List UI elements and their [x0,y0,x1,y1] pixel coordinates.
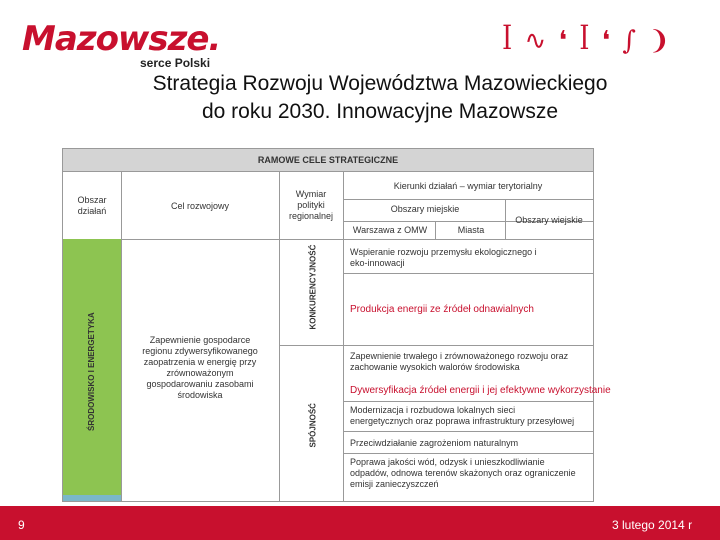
area-label: ŚRODOWISKO I ENERGETYKA [87,312,96,431]
red-annotation-2: Dywersyfikacja źródeł energii i jej efektywne wykorzystanie [350,385,611,396]
mazowsze-logo [22,19,221,70]
logo-subtitle: serce Polski [140,56,211,70]
col-cel: Cel rozwojowy [170,201,230,211]
col-miejskie: Obszary miejskie [390,204,460,214]
title-line-2: do roku 2030. Innowacyjne Mazowsze [201,100,559,123]
dim-spojnosc: SPÓJNOŚĆ [308,403,318,448]
dim-divider [279,345,343,346]
page-number: 9 [18,518,25,532]
list-item: Wspieranie rozwoju przemysłu ekologicznego i eko-innowacji [350,247,537,268]
list-item: Modernizacja i rozbudowa lokalnych sieci energetycznych oraz poprawa infrastruktury przesyłowej [350,405,575,426]
col-divider [121,171,122,501]
area-blue-strip [63,495,121,501]
list-item: Poprawa jakości wód, odzysk i unieszkodliwianie odpadów, odnowa terenów skażonych oraz ograniczenie emisji zanieczyszczeń [350,457,576,489]
decorative-pattern-icon: ꟾ ∿ ❛ ꟾ ❛ ∫ ❩ [502,26,673,56]
header-divider [63,239,593,240]
table-header: RAMOWE CELE STRATEGICZNE [63,149,593,172]
sub-divider [343,199,593,200]
row-divider [343,453,593,454]
row-divider [343,273,593,274]
list-item: Przeciwdziałanie zagrożeniom naturalnym [350,438,519,448]
col-miasta: Miasta [457,225,485,235]
col-wiejskie: Obszary wiejskie [515,215,583,225]
col-obszar: Obszar działań [77,195,107,216]
sub-col-divider [435,221,436,239]
row-divider [343,431,593,432]
title-line-1: Strategia Rozwoju Województwa Mazowieckiego [152,72,608,95]
logo-word: Mazowsze. [22,19,221,59]
col-divider [279,171,280,501]
col-warszawa: Warszawa z OMW [352,225,428,235]
col-kierunki: Kierunki działań – wymiar terytorialny [393,181,543,191]
footer-date: 3 lutego 2014 r [612,518,693,532]
red-annotation-1: Produkcja energii ze źródeł odnawialnych [350,304,534,315]
sub-col-divider [505,199,506,239]
row-divider [343,401,593,402]
strategy-table [62,148,611,502]
list-item: Zapewnienie trwałego i zrównoważonego rozwoju oraz zachowanie wysokich walorów środowiska [350,351,569,372]
dim-konkurencyjnosc: KONKURENCYJNOŚĆ [308,244,318,330]
row-divider [343,345,593,346]
col-wymiar: Wymiar polityki regionalnej [288,189,334,221]
page-title [60,70,700,126]
cel-text: Zapewnienie gospodarce regionu zdywersyfikowanego zaopatrzenia w energię przy zrównoważonym gospodarowaniu zasobami środowiska [142,335,258,400]
